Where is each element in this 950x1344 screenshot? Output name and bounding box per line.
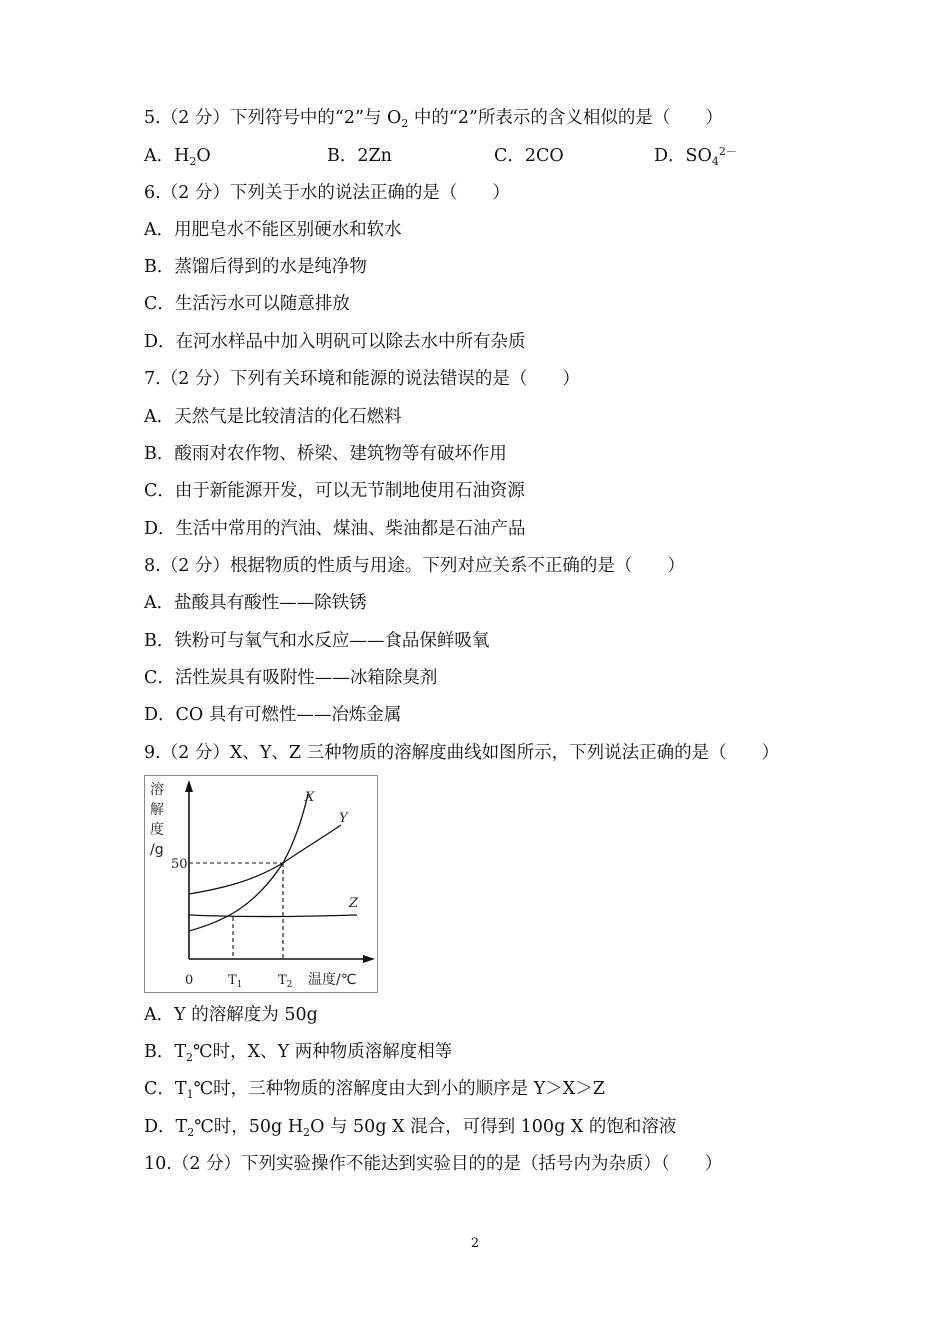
y-axis-label-line-2: 解: [150, 802, 164, 818]
y-axis-label-line-1: 溶: [150, 782, 164, 798]
page-number: 2: [470, 1236, 480, 1251]
x-tick-t1: $T_1$: [228, 973, 243, 990]
curve-y: [189, 825, 341, 894]
q6-option-a[interactable]: A．用肥皂水不能区别硬水和软水: [144, 220, 402, 240]
x-axis-arrow: [363, 955, 375, 963]
q7-stem: 7.（2 分）下列有关环境和能源的说法错误的是（ ）: [144, 369, 580, 389]
q9-option-d[interactable]: D．$T_2℃$时，50g $H_2O$ 与 50g X 混合，可得到 100g X 的饱和溶液: [144, 1117, 677, 1139]
curve-z: [189, 915, 357, 917]
q7-option-d[interactable]: D．生活中常用的汽油、煤油、柴油都是石油产品: [144, 519, 526, 539]
y-tick-50: 50: [171, 857, 188, 872]
q7-option-c[interactable]: C．由于新能源开发，可以无节制地使用石油资源: [144, 481, 525, 501]
solubility-graph: [144, 775, 378, 993]
q8-option-a[interactable]: A．盐酸具有酸性——除铁锈: [144, 593, 367, 613]
y-axis-label-line-3: 度: [150, 822, 164, 838]
y-axis-arrow: [185, 780, 193, 792]
x-axis-label: 温度/℃: [308, 972, 357, 988]
origin-label: 0: [185, 973, 194, 988]
q9-stem: 9.（2 分）X、Y、Z 三种物质的溶解度曲线如图所示，下列说法正确的是（ ）: [144, 743, 780, 763]
q8-option-b[interactable]: B．铁粉可与氧气和水反应——食品保鲜吸氧: [144, 631, 490, 651]
q5-option-c[interactable]: C．2CO: [494, 146, 564, 166]
q9-option-b[interactable]: B．$T_2℃$时，X、Y 两种物质溶解度相等: [144, 1042, 453, 1064]
curve-x-label: X: [305, 790, 315, 805]
y-axis-label-line-4: /g: [150, 842, 164, 858]
q8-stem: 8.（2 分）根据物质的性质与用途。下列对应关系不正确的是（ ）: [144, 556, 685, 576]
q9-option-a[interactable]: A．Y 的溶解度为 50g: [144, 1005, 318, 1025]
q10-stem: 10.（2 分）下列实验操作不能达到实验目的的是（括号内为杂质）（ ）: [144, 1154, 723, 1174]
q8-option-d[interactable]: D．CO 具有可燃性——冶炼金属: [144, 705, 402, 725]
q5-option-b[interactable]: B．2Zn: [327, 146, 392, 166]
curve-z-label: Z: [349, 896, 359, 911]
q7-option-b[interactable]: B．酸雨对农作物、桥梁、建筑物等有破坏作用: [144, 444, 507, 464]
q6-option-d[interactable]: D．在河水样品中加入明矾可以除去水中所有杂质: [144, 332, 526, 352]
q5-option-d[interactable]: D．$SO_4^{2-}$: [654, 145, 737, 168]
q8-option-c[interactable]: C．活性炭具有吸附性——冰箱除臭剂: [144, 668, 438, 688]
x-tick-t2: $T_2$: [278, 973, 293, 990]
q6-option-c[interactable]: C．生活污水可以随意排放: [144, 294, 350, 314]
q6-option-b[interactable]: B．蒸馏后得到的水是纯净物: [144, 257, 367, 277]
curve-y-label: Y: [339, 811, 348, 826]
q7-option-a[interactable]: A．天然气是比较清洁的化石燃料: [144, 407, 402, 427]
q6-stem: 6.（2 分）下列关于水的说法正确的是（ ）: [144, 183, 510, 203]
q5-stem: 5.（2 分）下列符号中的“2”与 $O_2$ 中的“2”所表示的含义相似的是（ ）: [144, 108, 723, 130]
q9-option-c[interactable]: C．$T_1℃$时，三种物质的溶解度由大到小的顺序是 Y＞X＞Z: [144, 1079, 605, 1101]
q5-option-a[interactable]: A．$H_2O$: [144, 146, 211, 168]
